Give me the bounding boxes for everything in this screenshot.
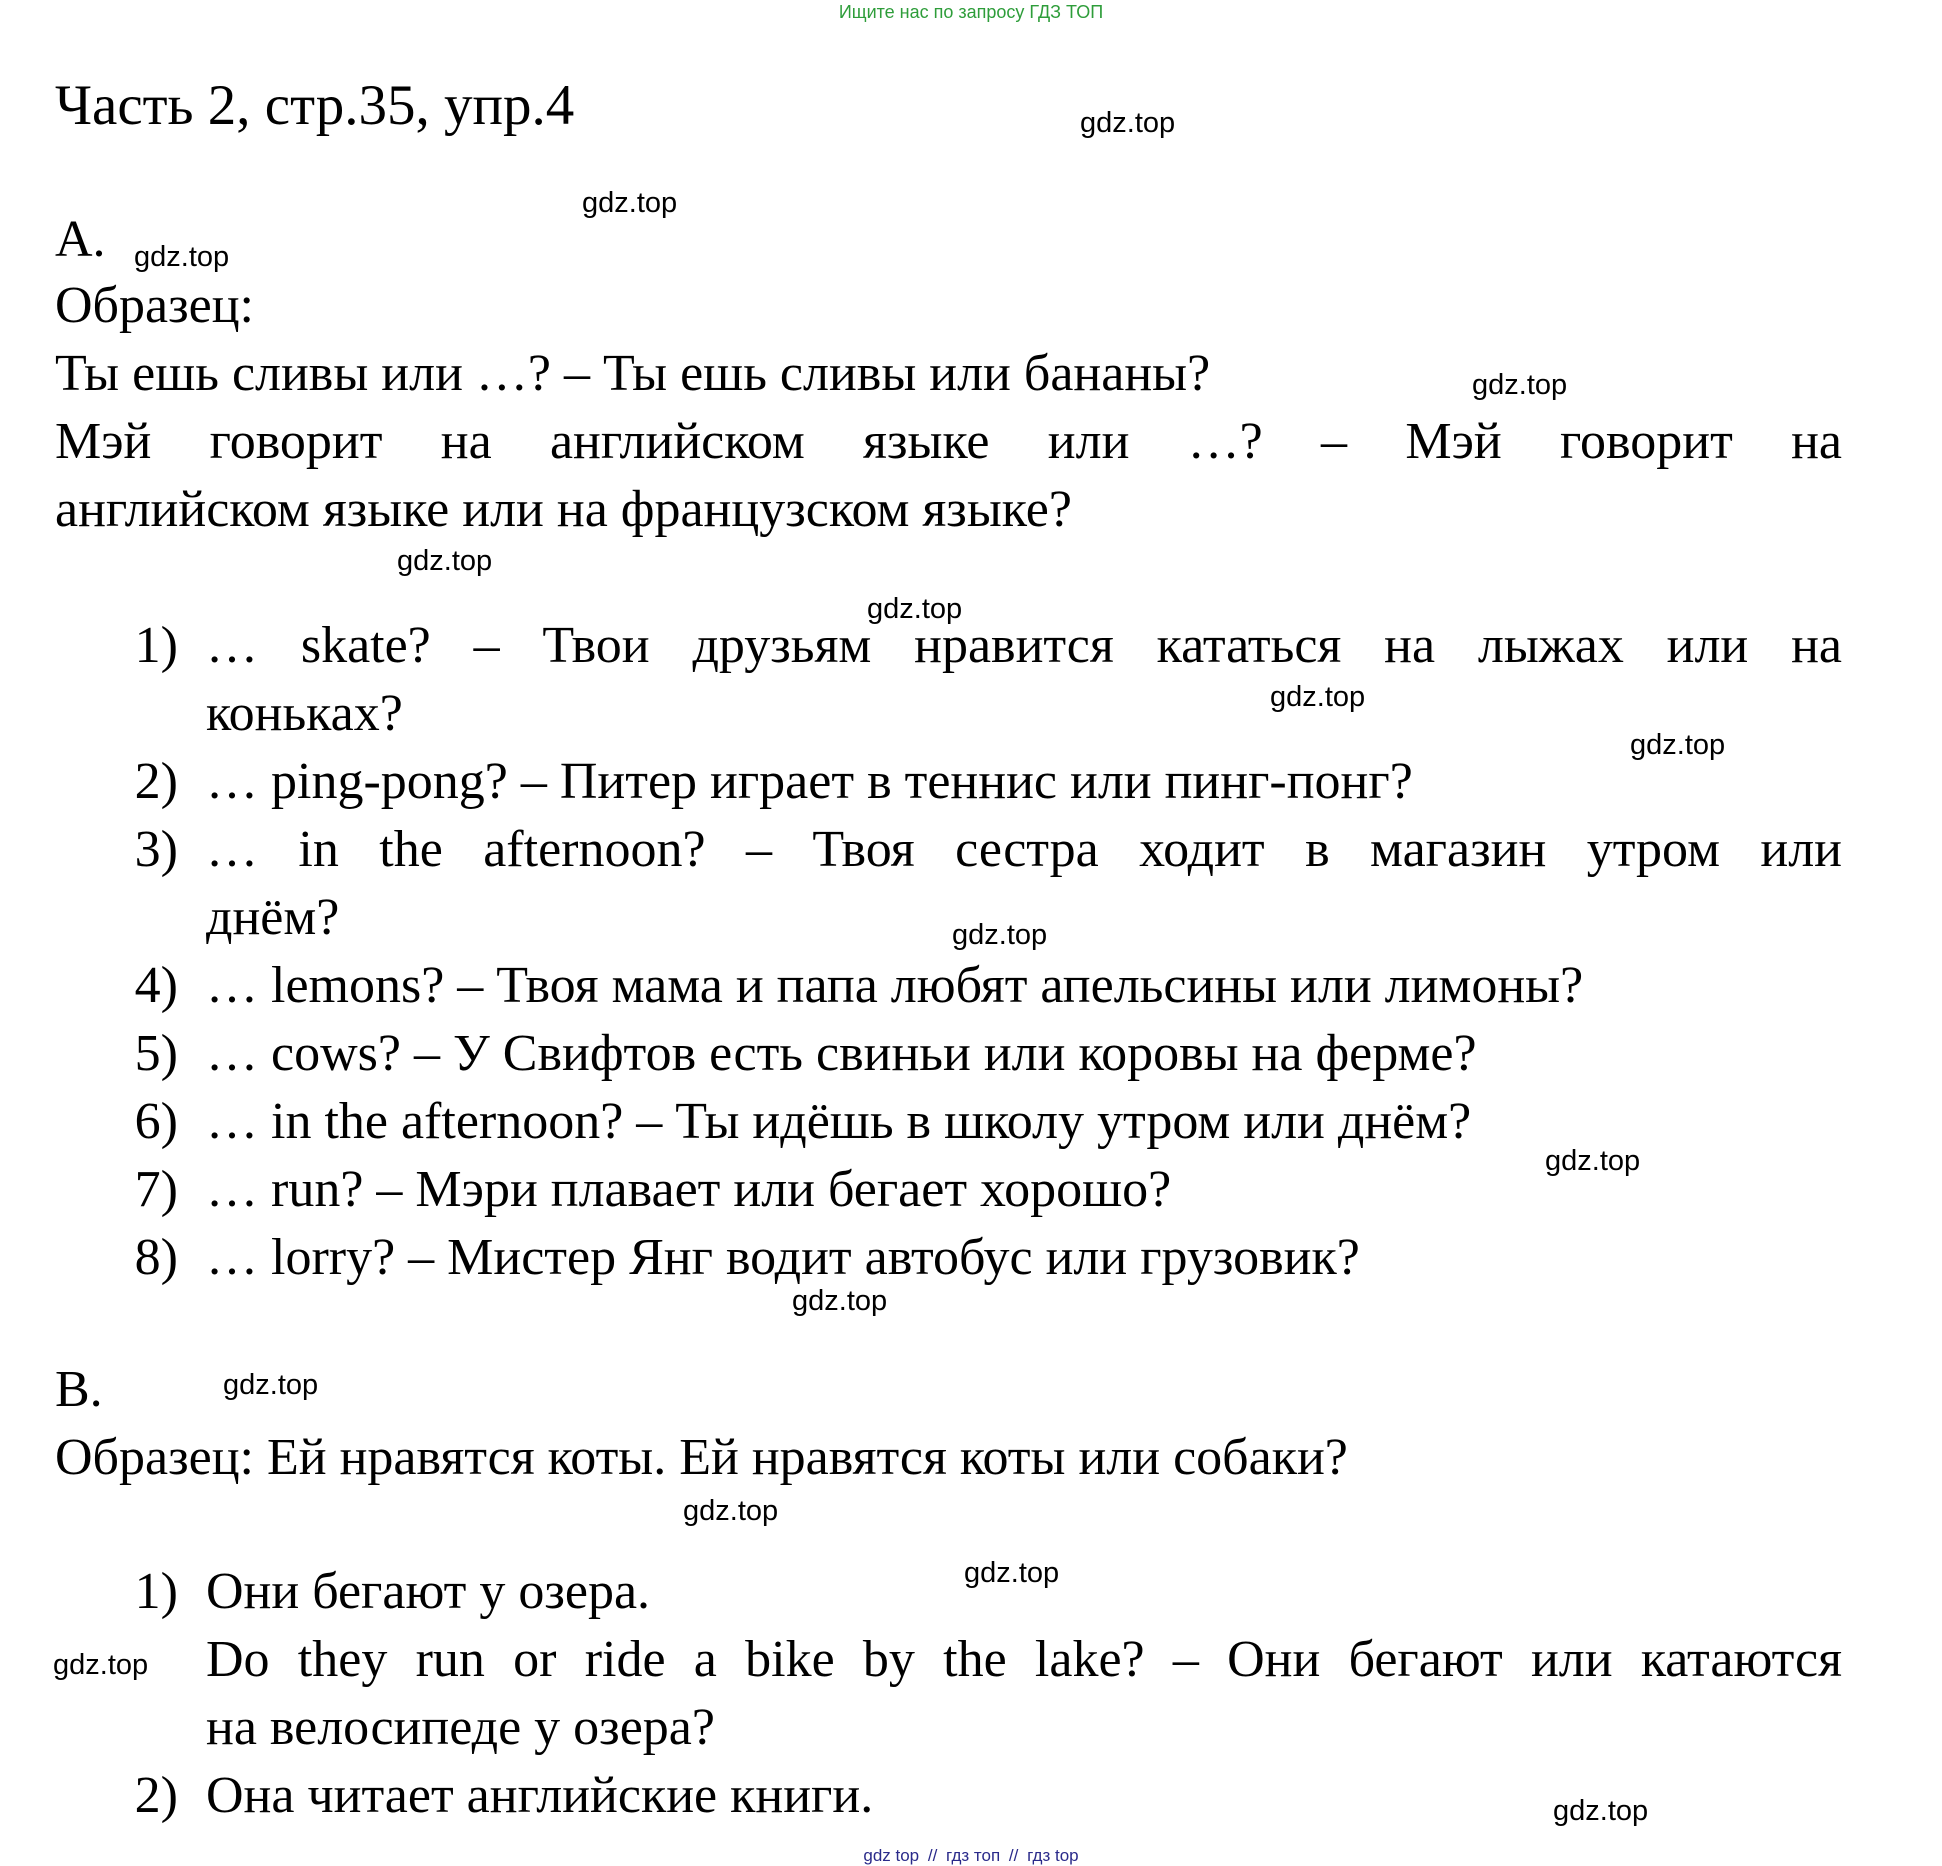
list-item-number: 1) [134,617,178,674]
list-item-number: 8) [134,1229,178,1286]
bottom-link[interactable]: гдз top [1027,1846,1079,1865]
section-a-sample-line-2: Мэй говорит на английском языке или …? – Мэй говорит на [55,413,1842,470]
list-item-number: 2) [134,1767,178,1824]
list-item-text: Они бегают у озера. [206,1563,651,1620]
list-item-text: … ping-pong? – Питер играет в теннис или пинг-понг? [206,753,1413,810]
watermark: gdz.top [792,1285,888,1317]
section-a-sample-line-3: английском языке или на французском языке? [55,481,1072,538]
watermark: gdz.top [582,187,678,219]
list-item-text-continued: коньках? [206,685,403,742]
watermark: gdz.top [397,545,493,577]
watermark: gdz.top [1545,1145,1641,1177]
list-item-text: … cows? – У Свифтов есть свиньи или коровы на ферме? [206,1025,1477,1082]
watermark: gdz.top [223,1369,319,1401]
list-item-answer: Do they run or ride a bike by the lake? – Они бегают или катаются [206,1631,1842,1688]
page-title: Часть 2, стр.35, упр.4 [55,74,575,137]
list-item-number: 1) [134,1563,178,1620]
list-item-number: 6) [134,1093,178,1150]
list-item-answer-continued: на велосипеде у озера? [206,1699,715,1756]
list-item-number: 2) [134,753,178,810]
bottom-link[interactable]: gdz top [863,1846,920,1865]
watermark: gdz.top [1630,729,1726,761]
watermark: gdz.top [683,1495,779,1527]
list-item-text: … run? – Мэри плавает или бегает хорошо? [206,1161,1172,1218]
list-item-text: … skate? – Твои друзьям нравится кататься на лыжах или на [206,617,1842,674]
list-item-text: Она читает английские книги. [206,1767,874,1824]
bottom-separator: // [1008,1846,1019,1865]
watermark: gdz.top [1270,681,1366,713]
section-b-label: B. [55,1361,103,1418]
watermark: gdz.top [964,1557,1060,1589]
section-a-sample-line-1: Ты ешь сливы или …? – Ты ешь сливы или бананы? [55,345,1211,402]
list-item-text: … lorry? – Мистер Янг водит автобус или грузовик? [206,1229,1360,1286]
watermark: gdz.top [1553,1795,1649,1827]
watermark: gdz.top [53,1649,149,1681]
watermark: gdz.top [1472,369,1568,401]
list-item-number: 4) [134,957,178,1014]
list-item-text-continued: днём? [206,889,340,946]
watermark: gdz.top [1080,107,1176,139]
bottom-links [0,1846,1942,1866]
list-item-number: 3) [134,821,178,878]
watermark: gdz.top [134,241,230,273]
list-item-text: … in the afternoon? – Твоя сестра ходит в магазин утром или [206,821,1842,878]
list-item-number: 5) [134,1025,178,1082]
list-item-number: 7) [134,1161,178,1218]
bottom-link[interactable]: гдз топ [946,1846,1001,1865]
list-item-text: … lemons? – Твоя мама и папа любят апельсины или лимоны? [206,957,1584,1014]
section-b-sample: Образец: Ей нравятся коты. Ей нравятся коты или собаки? [55,1429,1348,1486]
bottom-separator: // [927,1846,938,1865]
section-a-sample-label: Образец: [55,277,254,334]
list-item-text: … in the afternoon? – Ты идёшь в школу утром или днём? [206,1093,1472,1150]
top-banner: Ищите нас по запросу ГДЗ ТОП [838,2,1104,22]
watermark: gdz.top [867,593,963,625]
section-a-label: A. [55,211,106,268]
watermark: gdz.top [952,919,1048,951]
